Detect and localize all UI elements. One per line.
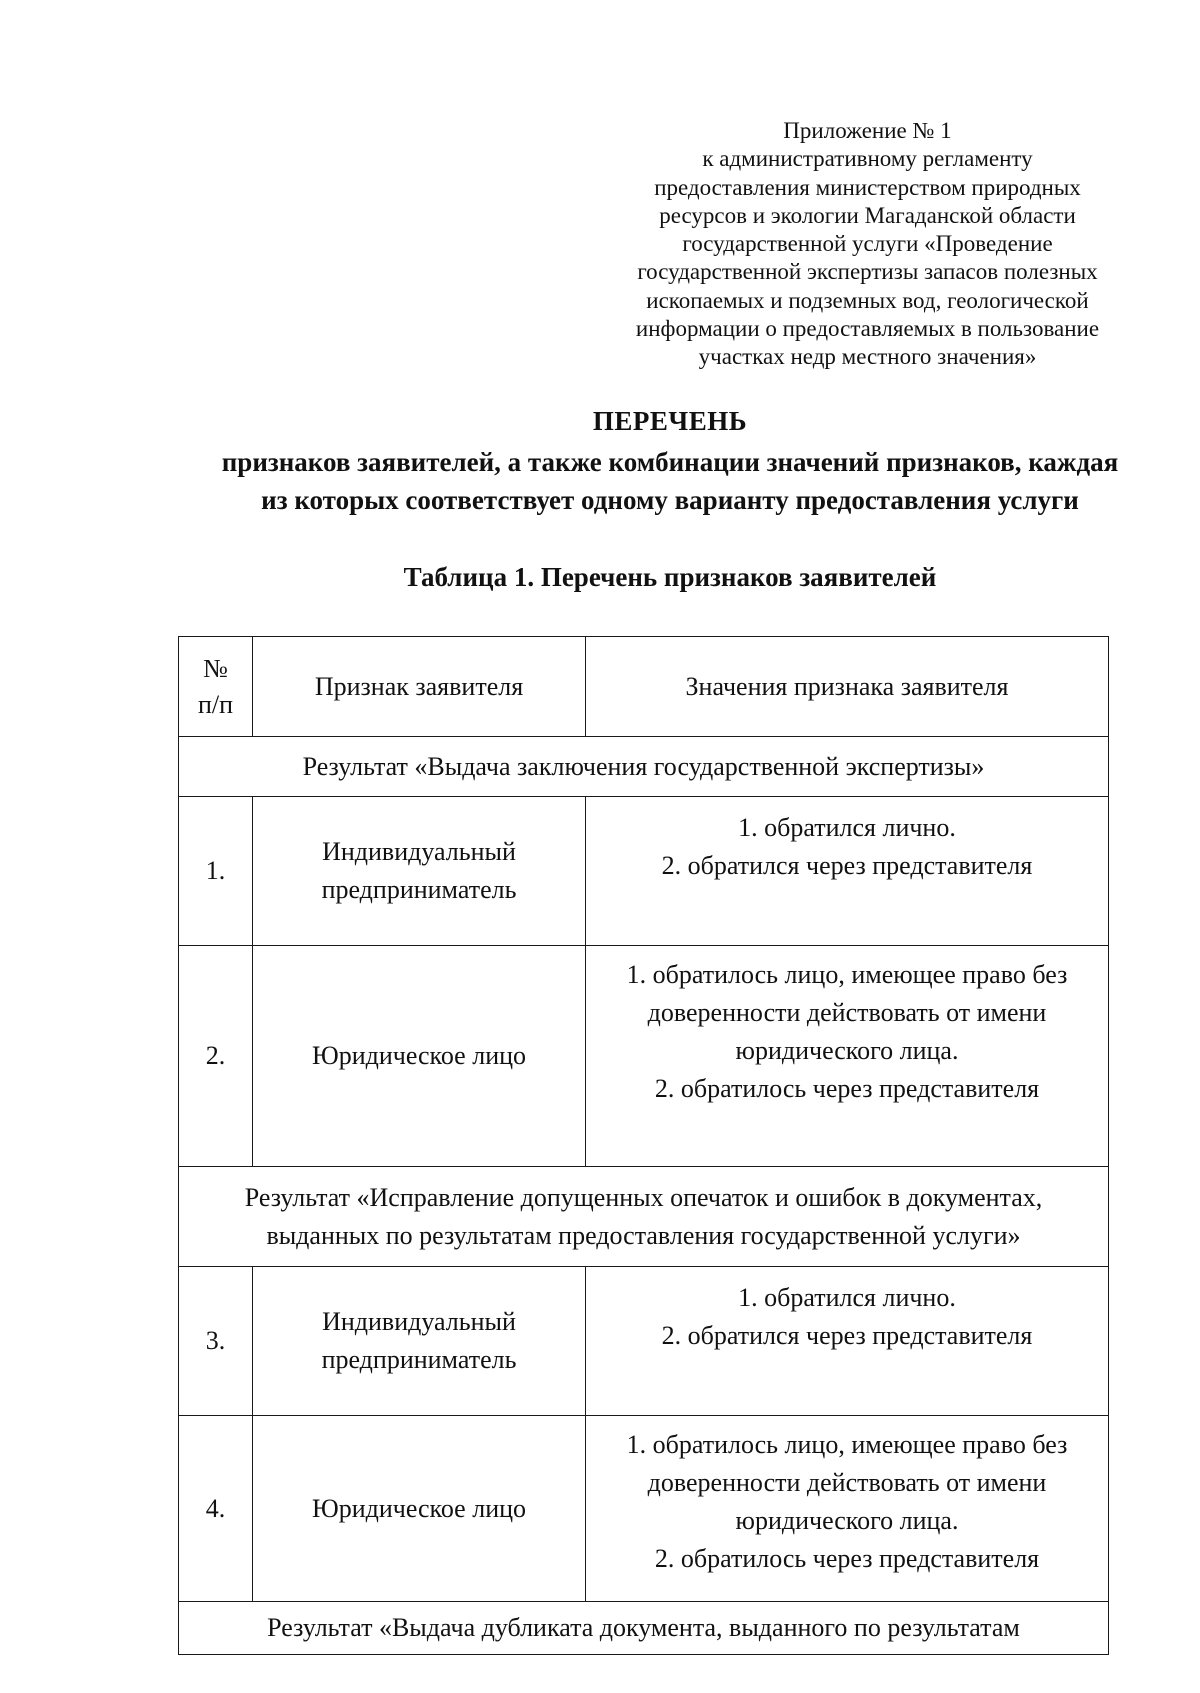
header-number-cell	[179, 637, 253, 737]
sign-line: Индивидуальный	[322, 837, 516, 866]
subtitle-line: признаков заявителей, а также комбинации значений признаков, каждая	[221, 447, 1119, 477]
row-sign	[253, 946, 586, 1167]
value-line: 2. обратился через представителя	[661, 1321, 1033, 1350]
value-line: доверенности действовать от имени	[647, 1468, 1047, 1497]
value-line: доверенности действовать от имени	[647, 998, 1047, 1027]
header-number-line: №	[203, 653, 228, 683]
result-line: выданных по результатам предоставления государственной услуги»	[266, 1220, 1021, 1250]
annex-line: ископаемых и подземных вод, геологической	[646, 287, 1089, 313]
annex-line: Приложение № 1	[783, 118, 952, 143]
sign-line: Индивидуальный	[322, 1307, 516, 1336]
value-line: 1. обратился лично.	[738, 813, 956, 842]
value-line: 1. обратилось лицо, имеющее право без	[626, 1430, 1068, 1459]
annex-line: участках недр местного значения»	[698, 344, 1037, 370]
annex-block	[615, 117, 1120, 372]
value-line: юридического лица.	[735, 1036, 959, 1065]
table-row	[179, 1416, 1109, 1602]
value-line: юридического лица.	[735, 1506, 959, 1535]
result-row	[179, 1602, 1109, 1655]
result-cell: Результат «Выдача заключения государственной экспертизы»	[179, 737, 1109, 797]
document-title: ПЕРЕЧЕНЬ	[592, 406, 748, 436]
annex-line: ресурсов и экологии Магаданской области	[659, 202, 1076, 228]
value-line: 1. обратился лично.	[738, 1283, 956, 1312]
row-values	[586, 797, 1109, 946]
value-line: 2. обратилось через представителя	[654, 1544, 1040, 1573]
annex-line: информации о предоставляемых в пользование	[635, 316, 1100, 342]
result-cell	[179, 1167, 1109, 1267]
header-sign-cell: Признак заявителя	[253, 637, 586, 737]
header-number-line: п/п	[197, 689, 234, 719]
row-number: 4.	[179, 1416, 253, 1602]
result-row	[179, 737, 1109, 797]
annex-line: к административному регламенту	[702, 146, 1033, 172]
row-number: 3.	[179, 1267, 253, 1416]
row-sign	[253, 1416, 586, 1602]
document-subtitle	[120, 443, 1200, 519]
value-line: 2. обратилось через представителя	[654, 1074, 1040, 1103]
row-number: 2.	[179, 946, 253, 1167]
table-row	[179, 1267, 1109, 1416]
sign-line: Юридическое лицо	[311, 1493, 527, 1523]
row-values	[586, 1267, 1109, 1416]
subtitle-line: из которых соответствует одному варианту предоставления услуги	[261, 485, 1079, 515]
row-number: 1.	[179, 797, 253, 946]
value-line: 2. обратился через представителя	[661, 851, 1033, 880]
applicant-signs-table	[178, 636, 1109, 1655]
row-values	[586, 1416, 1109, 1602]
sign-line: Юридическое лицо	[311, 1041, 527, 1070]
annex-line: государственной экспертизы запасов полезных	[637, 259, 1098, 285]
table-row	[179, 797, 1109, 946]
annex-line: государственной услуги «Проведение	[682, 231, 1053, 257]
row-values	[586, 946, 1109, 1167]
header-values-cell: Значения признака заявителя	[586, 637, 1109, 737]
result-line: Результат «Исправление допущенных опечаток и ошибок в документах,	[244, 1182, 1043, 1212]
sign-line: предприниматель	[321, 875, 517, 904]
row-sign	[253, 1267, 586, 1416]
table-caption: Таблица 1. Перечень признаков заявителей	[403, 562, 937, 592]
table-row	[179, 946, 1109, 1167]
result-row	[179, 1167, 1109, 1267]
value-line: 1. обратилось лицо, имеющее право без	[626, 960, 1068, 989]
row-sign	[253, 797, 586, 946]
sign-line: предприниматель	[321, 1345, 517, 1374]
result-cell: Результат «Выдача дубликата документа, выданного по результатам	[179, 1602, 1109, 1655]
annex-line: предоставления министерством природных	[654, 174, 1081, 200]
table-header-row	[179, 637, 1109, 737]
